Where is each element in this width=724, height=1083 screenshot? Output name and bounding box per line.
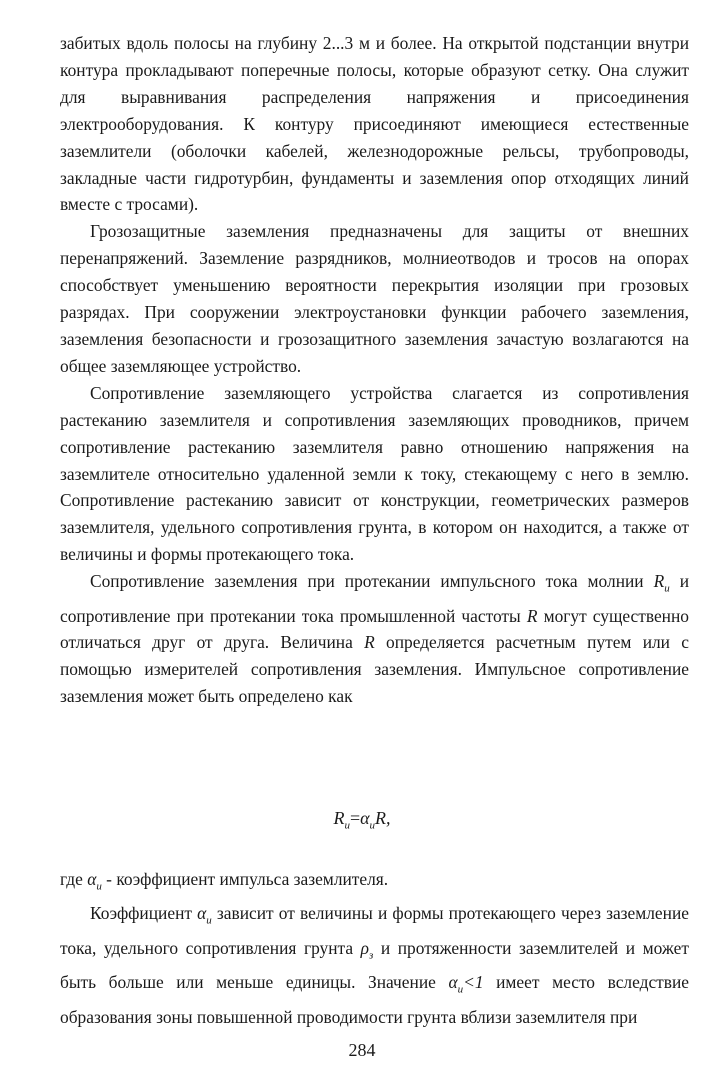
p4-text-4: определяется расчетным путем или с помощью измерителей сопротивления заземления. Импульсное сопротивление заземления может быть определено как: [60, 632, 689, 707]
condition-alpha-lt-1: $\alpha_и<1$: [448, 972, 484, 996]
paragraph-1: забитых вдоль полосы на глубину 2...3 м и более. На открытой подстанции внутри контура прокладывают поперечные полосы, которые образуют сетку. Она служит для выравнивания распределения напряжения и присоединения электрооборудования. К контуру присоединяют имеющиеся естественные заземлители (оболочки кабелей, железнодорожные рельсы, трубопроводы, закладные части гидротурбин, фундаменты и заземления опор отходящих линий вместе с тросами).: [60, 33, 689, 215]
paragraph-6: Коэффициент $\alpha_и$ зависит от величины и формы протекающего через заземление тока, удельного сопротивления грунта $\rho_з$ и протяженности заземлителей и может быть больше или меньше единицы. Значение $\alpha_и<1$ имеет место вследствие образования зоны повышенной проводимости грунта вблизи заземлителя при: [60, 903, 690, 1027]
var-alpha-2: $\alpha_и$: [197, 903, 212, 927]
page-number: 284: [348, 1040, 376, 1060]
paragraph-2: Грозозащитные заземления предназначены для защиты от внешних перенапряжений. Заземление разрядников, молниеотводов и тросов на опорах способствует уменьшению вероятности перекрытия изоляции при грозовых разрядах. При сооружении электроустановки функции рабочего заземления, заземления безопасности и грозозащитного заземления зачастую возлагаются на общее заземляющее устройство.: [60, 221, 689, 376]
p4-text-3: могут существенно отличаться друг от друга. Величина: [60, 605, 689, 653]
where-line: где $\alpha_и$ - коэффициент импульса заземлителя.: [60, 869, 389, 893]
formula-impulse-resistance: $R_и=\alpha_иR$,: [333, 808, 391, 832]
var-R-impulse: $R_и$: [653, 571, 670, 595]
var-alpha: $\alpha_и$: [87, 869, 102, 893]
paragraph-3: Сопротивление заземляющего устройства слагается из сопротивления растеканию заземлителя и сопротивления заземляющих проводников, причем сопротивление растеканию заземлителя равно отношению напряжения на заземлителе относительно удаленной земли к току, стекающему с него в землю. Сопротивление растеканию зависит от конструкции, геометрических размеров заземлителя, удельного сопротивления грунта, в котором он находится, а также от величины и формы протекающего тока.: [60, 382, 689, 565]
p4-text-1: Сопротивление заземления при протекании импульсного тока молнии: [90, 571, 654, 592]
p4-text-2: и сопротивление при протекании тока промышленной частоты: [60, 571, 689, 626]
page-body: [60, 30, 689, 710]
page-body-lower: [60, 866, 689, 1030]
paragraph-4: [60, 568, 689, 710]
var-rho: $\rho_з$: [360, 937, 374, 962]
var-R-2: R: [364, 632, 375, 653]
var-R: R: [526, 605, 538, 626]
